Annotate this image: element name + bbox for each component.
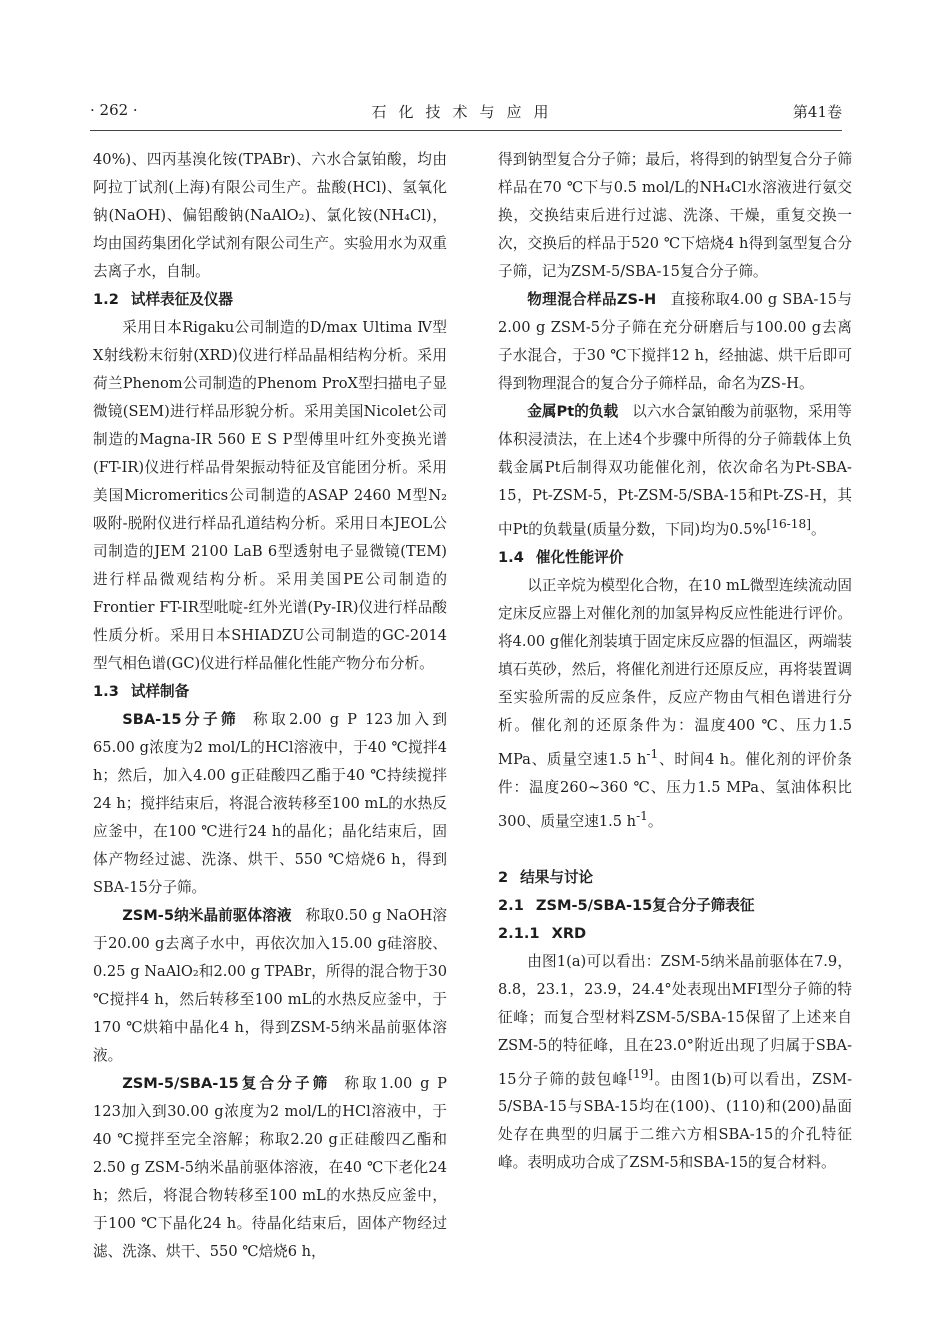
paragraph-physical-mix xyxy=(498,286,852,398)
paragraph-zsm5 xyxy=(93,902,447,1070)
heading-1-2 xyxy=(93,286,447,314)
citation: [19] xyxy=(628,1066,654,1081)
paragraph-composite-cont: 得到钠型复合分子筛；最后，将得到的钠型复合分子筛样品在70 ℃下与0.5 mol/L的NH₄Cl水溶液进行氨交换，交换结束后进行过滤、洗涤、干燥，重复交换一次，交换后的样品于520 ℃下焙烧4 h得到氢型复合分子筛，记为ZSM-5/SBA-15复合分子筛。 xyxy=(498,151,852,280)
heading-number: 2 xyxy=(498,868,509,886)
paragraph-text-end: 。 xyxy=(811,520,826,538)
heading-number: 2.1 xyxy=(498,896,524,914)
paragraph-text: 称取0.50 g NaOH溶于20.00 g去离子水中，再依次加入15.00 g硅溶胶、0.25 g NaAlO₂和2.00 g TPABr，所得的混合物于30 ℃搅拌4 h，然后转移至100 mL的水热反应釜中，于170 ℃烘箱中晶化4 h，得到ZSM-5纳米晶前驱体溶液。 xyxy=(93,907,448,1064)
heading-title: 催化性能评价 xyxy=(535,548,624,566)
volume-label: 第41卷 xyxy=(792,103,842,121)
left-column xyxy=(93,146,447,1266)
heading-1-3 xyxy=(93,678,447,706)
heading-title: 试样制备 xyxy=(130,683,190,700)
paragraph-evaluation xyxy=(498,572,852,836)
paragraph-text: 直接称取4.00 g SBA-15与2.00 g ZSM-5分子筛在充分研磨后与100.00 g去离子水混合，于30 ℃下搅拌12 h，经抽滤、烘干后即可得到物理混合的复合分子筛样品，命名为ZS-H。 xyxy=(498,291,852,392)
header-rule xyxy=(90,130,842,131)
paragraph-xrd xyxy=(498,948,852,1178)
paragraph-text: 、时间4 h。催化剂的评价条件：温度260~360 ℃、压力1.5 MPa、氢油体积比300、质量空速1.5 h xyxy=(498,750,852,830)
heading-2 xyxy=(498,864,852,892)
heading-title: 试样表征及仪器 xyxy=(130,291,234,308)
superscript: -1 xyxy=(646,746,659,761)
running-header xyxy=(90,101,842,125)
paragraph-materials-cont: 40%)、四丙基溴化铵(TPABr)、六水合氯铂酸，均由阿拉丁试剂(上海)有限公司生产。盐酸(HCl)、氢氧化钠(NaOH)、偏铝酸钠(NaAlO₂)、氯化铵(NH₄Cl)，均由国药集团化学试剂有限公司生产。实验用水为双重去离子水，自制。 xyxy=(93,151,447,280)
page-number: · 262 · xyxy=(90,101,138,119)
paragraph-composite xyxy=(93,1070,447,1266)
paragraph-text: 以六水合氯铂酸为前驱物，采用等体积浸渍法，在上述4个步骤中所得的分子筛载体上负载金属Pt后制得双功能催化剂，依次命名为Pt-SBA-15，Pt-ZSM-5，Pt-ZSM-5/SBA-15和Pt-ZS-H，其中Pt的负载量(质量分数，下同)均为0.5% xyxy=(498,403,852,538)
heading-title: 结果与讨论 xyxy=(520,868,594,886)
journal-title: 石化技术与应用 xyxy=(371,103,561,121)
paragraph-text: 称取1.00 g P 123加入到30.00 g浓度为2 mol/L的HCl溶液中，于40 ℃搅拌至完全溶解；称取2.20 g正硅酸四乙酯和2.50 g ZSM-5纳米晶前驱体溶液，在40 ℃下老化24 h；然后，将混合物转移至100 mL的水热反应釜中，于100 ℃下晶化24 h。待晶化结束后，固体产物经过滤、洗涤、烘干、550 ℃焙烧6 h， xyxy=(93,1075,448,1260)
heading-number: 2.1.1 xyxy=(498,924,540,942)
subheading-pt-loading: 金属Pt的负载 xyxy=(527,403,619,420)
heading-title: XRD xyxy=(551,924,587,942)
paragraph-instruments: 采用日本Rigaku公司制造的D/max Ultima Ⅳ型X射线粉末衍射(XRD)仪进行样品晶相结构分析。采用荷兰Phenom公司制造的Phenom ProX型扫描电子显微镜(SEM)进行样品形貌分析。采用美国Nicolet公司制造的Magna-IR 560 E S P型傅里叶红外变换光谱(FT-IR)仪进行样品骨架振动特征及官能团分析。采用美国Micromeritics公司制造的ASAP 2460 M型N₂吸附-脱附仪进行样品孔道结构分析。采用日本JEOL公司制造的JEM 2100 LaB 6型透射电子显微镜(TEM)进行样品微观结构分析。采用美国PE公司制造的Frontier FT-IR型吡啶-红外光谱(Py-IR)仪进行样品酸性质分析。采用日本SHIADZU公司制造的GC-2014型气相色谱(GC)仪进行样品催化性能产物分布分析。 xyxy=(93,319,447,672)
right-column xyxy=(498,146,852,1177)
paragraph-text: 以正辛烷为模型化合物，在10 mL微型连续流动固定床反应器上对催化剂的加氢异构反应性能进行评价。将4.00 g催化剂装填于固定床反应器的恒温区，两端装填石英砂，然后，将催化剂进行还原反应，再将装置调至实验所需的反应条件，反应产物由气相色谱进行分析。催化剂的还原条件为：温度400 ℃、压力1.5 MPa、质量空速1.5 h xyxy=(498,576,852,768)
heading-2-1-1 xyxy=(498,920,852,948)
paragraph-text: 。由图1(b)可以看出，ZSM-5/SBA-15与SBA-15均在(100)、(110)和(200)晶面处存在典型的归属于二维六方相SBA-15的介孔特征峰。表明成功合成了ZSM-5和SBA-15的复合材料。 xyxy=(498,1070,852,1172)
subheading-physical-mix: 物理混合样品ZS-H xyxy=(527,291,657,308)
heading-number: 1.3 xyxy=(93,683,119,700)
paragraph-pt-loading xyxy=(498,398,852,544)
heading-number: 1.2 xyxy=(93,291,119,308)
subheading-composite: ZSM-5/SBA-15复合分子筛 xyxy=(122,1075,331,1092)
heading-2-1 xyxy=(498,892,852,920)
paragraph-text-end: 。 xyxy=(647,812,663,830)
subheading-zsm5: ZSM-5纳米晶前驱体溶液 xyxy=(122,907,292,924)
citation: [16-18] xyxy=(766,517,811,531)
heading-number: 1.4 xyxy=(498,548,524,566)
paragraph-text: 由图1(a)可以看出：ZSM-5纳米晶前驱体在7.9，8.8，23.1，23.9，24.4°处表现出MFI型分子筛的特征峰；而复合型材料ZSM-5/SBA-15保留了上述来自ZSM-5的特征峰，且在23.0°附近出现了归属于SBA-15分子筛的鼓包峰 xyxy=(498,952,852,1088)
superscript: -1 xyxy=(636,808,648,823)
heading-1-4 xyxy=(498,544,852,572)
subheading-sba15: SBA-15分子筛 xyxy=(122,711,240,728)
paragraph-text: 称取2.00 g P 123加入到65.00 g浓度为2 mol/L的HCl溶液中，于40 ℃搅拌4 h；然后，加入4.00 g正硅酸四乙酯于40 ℃持续搅拌24 h；搅拌结束后，将混合液转移至100 mL的水热反应釜中，在100 ℃进行24 h的晶化；晶化结束后，固体产物经过滤、洗涤、烘干、550 ℃焙烧6 h，得到SBA-15分子筛。 xyxy=(93,711,447,896)
paragraph-sba15 xyxy=(93,706,447,902)
heading-title: ZSM-5/SBA-15复合分子筛表征 xyxy=(535,896,755,914)
